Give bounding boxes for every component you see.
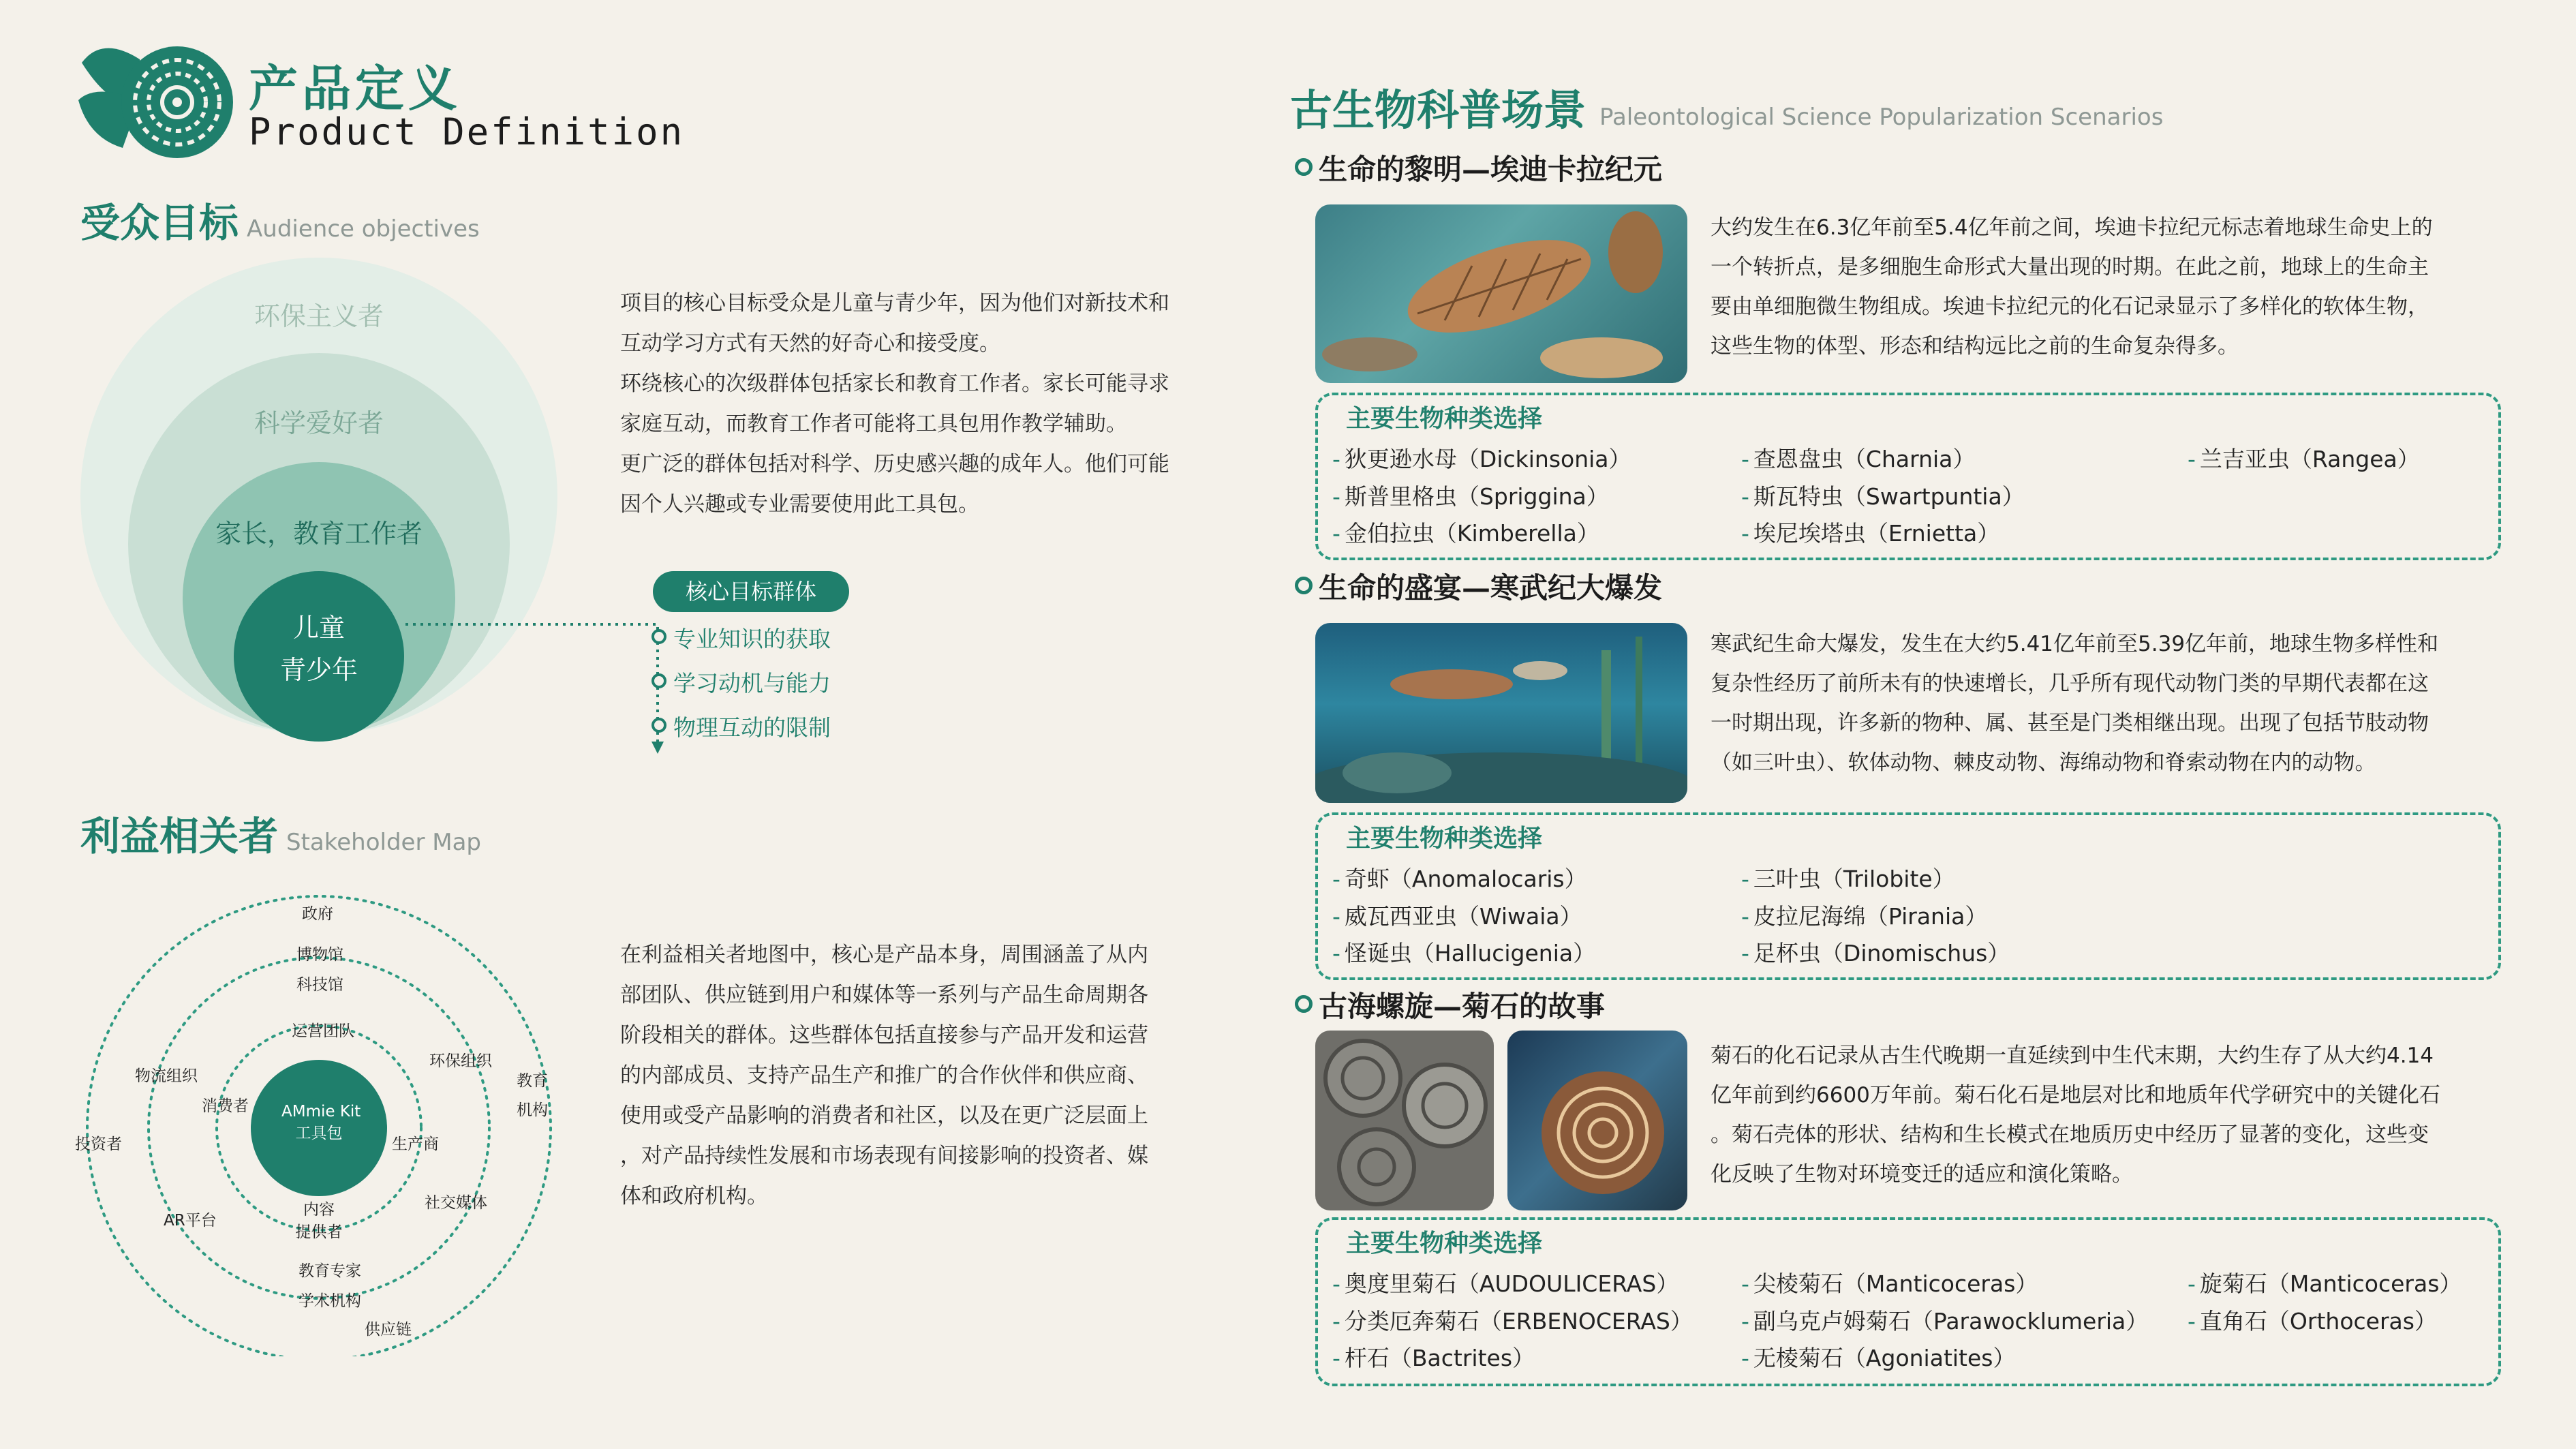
species-item: - 杆石（Bactrites） xyxy=(1332,1345,1535,1371)
stakeholder-museum: 博物馆 xyxy=(296,946,343,964)
species-item: - 兰吉亚虫（Rangea） xyxy=(2188,446,2420,472)
stakeholder-academic: 学术机构 xyxy=(298,1292,361,1310)
ammonite-fossils-illustration xyxy=(1315,1031,1494,1210)
page-title-en: Product Definition xyxy=(249,110,685,153)
stakeholder-subtitle: Stakeholder Map xyxy=(286,829,481,856)
stakeholder-edu-expert: 教育专家 xyxy=(298,1262,361,1280)
ediacaran-illustration xyxy=(1315,204,1687,383)
section-bullet xyxy=(1295,158,1313,176)
stakeholder-social: 社交媒体 xyxy=(425,1194,487,1212)
species-item: - 直角石（Orthoceras） xyxy=(2188,1308,2437,1334)
core-target-tag: 核心目标群体 xyxy=(653,571,849,612)
section-bullet xyxy=(1295,577,1313,594)
section-title-cambrian: 生命的盛宴—寒武纪大爆发 xyxy=(1319,571,1663,605)
core-item-interaction: 物理互动的限制 xyxy=(673,714,831,741)
species-item: - 查恩盘虫（Charnia） xyxy=(1741,446,1976,472)
core-item-bullet xyxy=(651,673,666,688)
species-item: - 副乌克卢姆菊石（Parawocklumeria） xyxy=(1741,1308,2149,1334)
scenarios-title: 古生物科普场景 Paleontological Science Popularization Scenarios xyxy=(1290,85,2164,135)
audience-title: 受众目标 xyxy=(80,200,239,246)
stakeholder-content: 内容 提供者 xyxy=(295,1201,343,1241)
stakeholder-center: AMmie Kit 工具包 xyxy=(281,1103,361,1142)
species-item: - 分类厄奔菊石（ERBENOCERAS） xyxy=(1332,1308,1693,1334)
section-bullet xyxy=(1295,995,1313,1013)
core-label-children: 儿童 xyxy=(292,613,345,643)
ring-label-parents: 家长，教育工作者 xyxy=(215,519,423,549)
ammonite-fossils-photo xyxy=(1315,1031,1494,1210)
section-title-ammonite: 古海螺旋—菊石的故事 xyxy=(1319,990,1606,1023)
stakeholder-investor: 投资者 xyxy=(75,1135,122,1153)
species-item: - 皮拉尼海绵（Pirania） xyxy=(1741,903,1988,930)
ammonite-description: 菊石的化石记录从古生代晚期一直延续到中生代末期，大约生存了从大约4.14 亿年前到约6600万年前。菊石化石是地层对比和地质年代学研究中的关键化石 。菊石壳体的形状、结构和生长模式在地质历史中经历了显著的变化，这些变 化反映了生物对环境变迁的适应和演化策略。 xyxy=(1711,1043,2440,1187)
stakeholder-logistics: 物流组织 xyxy=(135,1067,198,1085)
core-item-bullet xyxy=(651,718,666,733)
stakeholder-gov: 政府 xyxy=(302,905,333,923)
stakeholder-section-title xyxy=(80,804,481,861)
ammonite-shell-photo xyxy=(1507,1031,1687,1210)
species-item: - 威瓦西亚虫（Wiwaia） xyxy=(1332,903,1582,930)
species-item: - 狄更逊水母（Dickinsonia） xyxy=(1332,446,1631,472)
stakeholder-title: 利益相关者 xyxy=(80,813,279,859)
stakeholder-sci-museum: 科技馆 xyxy=(296,976,343,994)
section-title-ediacaran: 生命的黎明—埃迪卡拉纪元 xyxy=(1319,153,1663,186)
species-item: - 金伯拉虫（Kimberella） xyxy=(1332,520,1599,547)
cambrian-photo xyxy=(1315,623,1687,803)
scenarios-subtitle: Paleontological Science Popularization Scenarios xyxy=(1599,104,2164,131)
ediacaran-species-title: 主要生物种类选择 xyxy=(1346,404,1543,433)
ring-label-eco: 环保主义者 xyxy=(254,301,384,331)
audience-section-title xyxy=(80,191,480,248)
stakeholder-ar: AR平台 xyxy=(164,1212,217,1230)
stakeholder-consumer: 消费者 xyxy=(202,1097,249,1115)
stakeholder-eco-org: 环保组织 xyxy=(429,1052,492,1070)
stakeholder-producer: 生产商 xyxy=(392,1135,439,1153)
core-label-teens: 青少年 xyxy=(279,655,358,685)
species-item: - 足杯虫（Dinomischus） xyxy=(1741,940,2010,966)
stakeholder-edu-institution: 教育 机构 xyxy=(517,1072,548,1119)
stakeholder-ops-team: 运营团队 xyxy=(292,1022,354,1040)
ediacaran-photo xyxy=(1315,204,1687,383)
core-item-bullet xyxy=(651,629,666,644)
core-item-knowledge: 专业知识的获取 xyxy=(673,626,831,652)
ammonite-species-title: 主要生物种类选择 xyxy=(1346,1229,1543,1257)
core-item-motivation: 学习动机与能力 xyxy=(673,670,831,697)
cambrian-species-title: 主要生物种类选择 xyxy=(1346,824,1543,853)
page-title: 产品定义 xyxy=(249,59,462,117)
species-item: - 奇虾（Anomalocaris） xyxy=(1332,866,1587,892)
species-item: - 埃尼埃塔虫（Ernietta） xyxy=(1741,520,2000,547)
audience-subtitle: Audience objectives xyxy=(247,215,480,243)
stakeholder-supply: 供应链 xyxy=(365,1321,412,1339)
ediacaran-description: 大约发生在6.3亿年前至5.4亿年前之间，埃迪卡拉纪元标志着地球生命史上的 一个转折点，是多细胞生命形式大量出现的时期。在此之前，地球上的生命主 要由单细胞微生物组成。埃迪卡拉纪元的化石记录显示了多样化的软体生物， 这些生物的体型、形态和结构远比之前的生命复杂得多。 xyxy=(1711,215,2433,359)
species-item: - 三叶虫（Trilobite） xyxy=(1741,866,1955,892)
cambrian-description: 寒武纪生命大爆发，发生在大约5.41亿年前至5.39亿年前，地球生物多样性和 复杂性经历了前所未有的快速增长，几乎所有现代动物门类的早期代表都在这 一时期出现，许多新的物种、属、甚至是门类相继出现。出现了包括节肢动物 （如三叶虫）、软体动物、棘皮动物、海绵动物和脊索动物在内的动物。 xyxy=(1711,632,2439,775)
species-item: - 斯瓦特虫（Swartpuntia） xyxy=(1741,483,2025,510)
species-item: - 旋菊石（Manticoceras） xyxy=(2188,1270,2462,1297)
species-item: - 奥度里菊石（AUDOULICERAS） xyxy=(1332,1270,1679,1297)
species-item: - 无棱菊石（Agoniatites） xyxy=(1741,1345,2016,1371)
core-connector xyxy=(402,566,675,757)
ring-label-science: 科学爱好者 xyxy=(254,408,384,438)
ammonite-shell-icon xyxy=(75,35,239,165)
audience-description: 项目的核心目标受众是儿童与青少年，因为他们对新技术和 互动学习方式有天然的好奇心和接受度。 环绕核心的次级群体包括家长和教育工作者。家长可能寻求 家庭互动，而教育工作者可能将工具包用作教学辅助。 更广泛的群体包括对科学、历史感兴趣的成年人。他们可能 因个人兴趣或专业需要使用此工具包。 xyxy=(620,291,1169,517)
species-item: - 斯普里格虫（Spriggina） xyxy=(1332,483,1609,510)
species-item: - 尖棱菊石（Manticoceras） xyxy=(1741,1270,2038,1297)
stakeholder-description: 在利益相关者地图中，核心是产品本身，周围涵盖了从内 部团队、供应链到用户和媒体等一系列与产品生命周期各 阶段相关的群体。这些群体包括直接参与产品开发和运营 的内部成员、支持产品生产和推广的合作伙伴和供应商、 使用或受产品影响的消费者和社区，以及在更广泛层面上 ，对产品持续性发展和市场表现有间接影响的投资者、媒 体和政府机构。 xyxy=(620,943,1148,1208)
species-item: - 怪诞虫（Hallucigenia） xyxy=(1332,940,1596,966)
cambrian-illustration xyxy=(1315,623,1687,803)
ammonite-shell-illustration xyxy=(1507,1031,1687,1210)
